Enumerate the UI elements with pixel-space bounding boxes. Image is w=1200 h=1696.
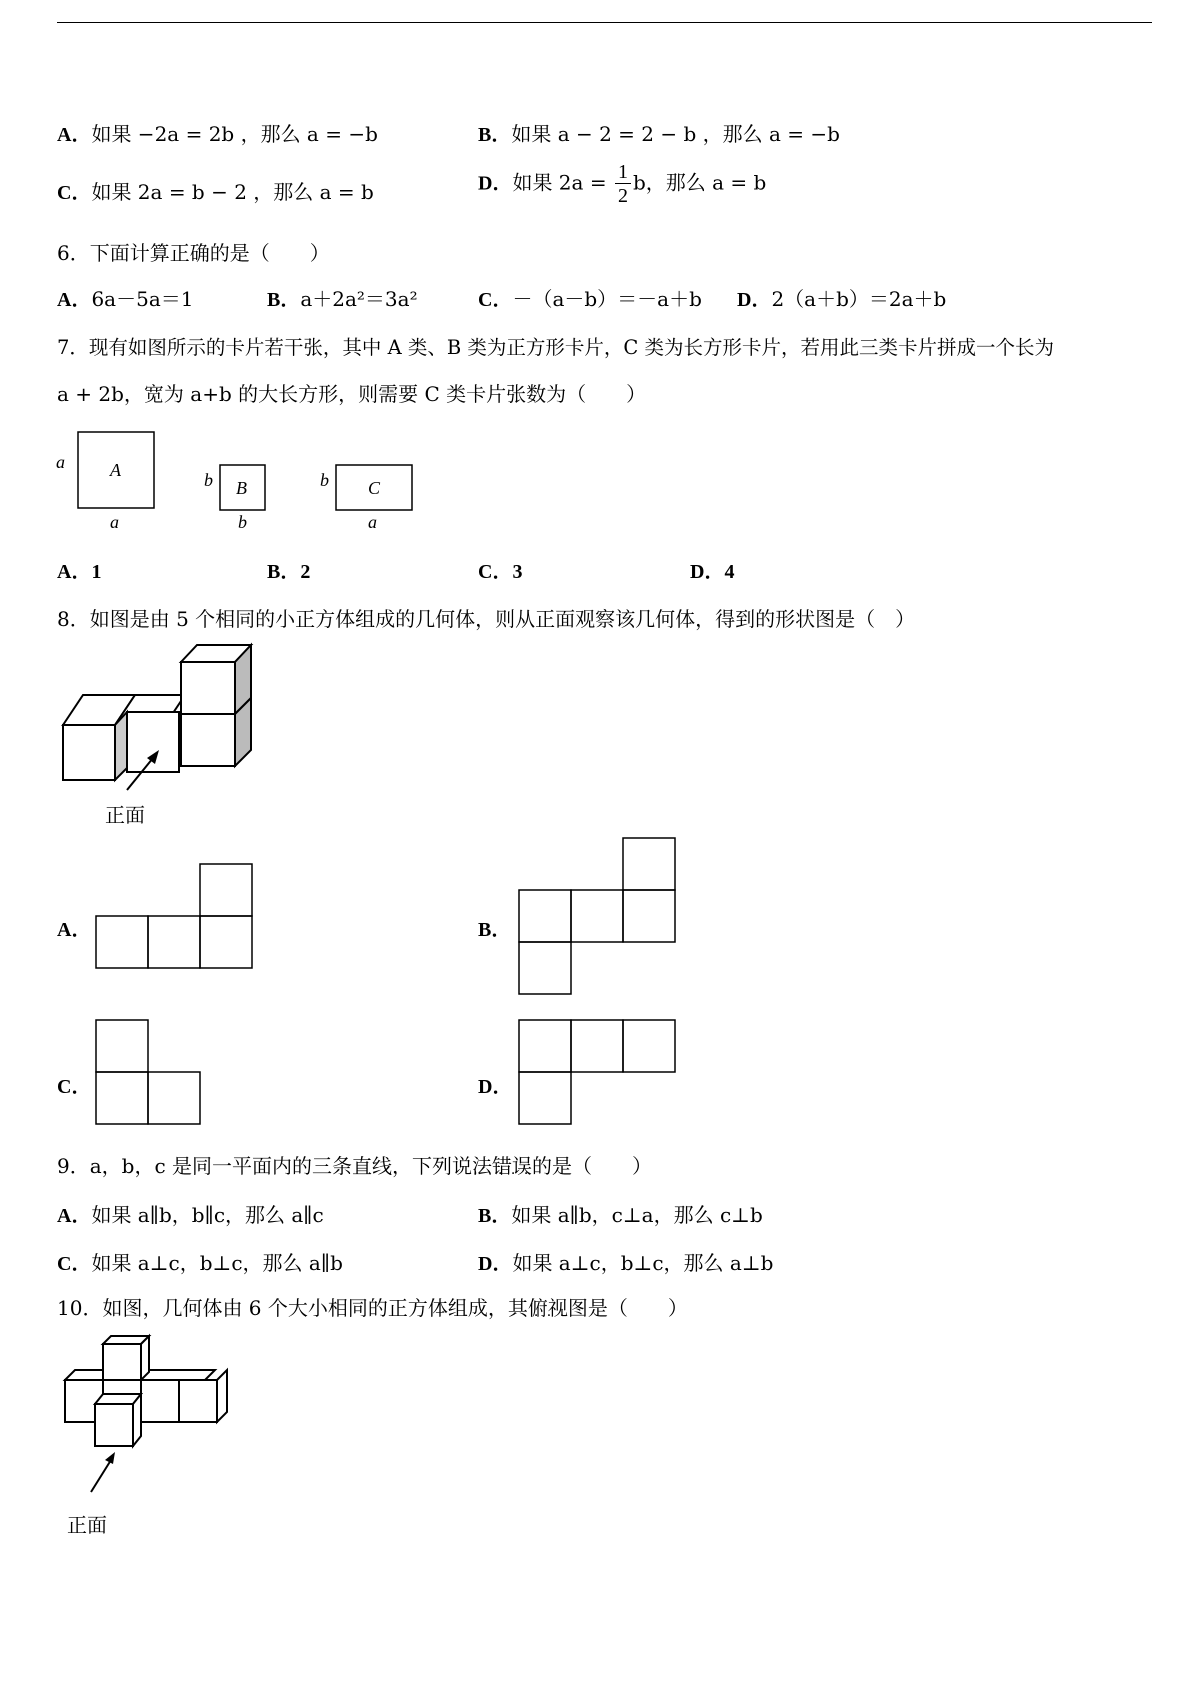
card-b-label: B bbox=[236, 478, 247, 498]
card-c-side: b bbox=[320, 470, 329, 490]
q8-option-d-label[interactable]: D． bbox=[478, 1076, 513, 1098]
q6-stem: 6．下面计算正确的是（ ） bbox=[57, 241, 330, 265]
q8-solid-figure bbox=[55, 640, 255, 830]
card-b-side: b bbox=[204, 470, 213, 490]
q8-option-b-figure[interactable] bbox=[518, 836, 688, 996]
q7-option-c[interactable]: C．3 bbox=[478, 561, 523, 583]
q8-option-d-figure[interactable] bbox=[518, 1018, 688, 1128]
card-b-bottom: b bbox=[238, 512, 247, 532]
fraction: $\frac{1}{2}$ bbox=[615, 162, 631, 206]
header-rule bbox=[57, 22, 1152, 23]
q5-option-b[interactable]: B．如果 a − 2 = 2 − b ，那么 a = −b bbox=[478, 122, 840, 146]
front-label: 正面 bbox=[105, 805, 145, 827]
q7-stem-line2: a + 2b，宽为 a+b 的大长方形，则需要 C 类卡片张数为（ ） bbox=[57, 382, 647, 406]
q6-option-c[interactable]: C．－（a－b）＝－a＋b bbox=[478, 287, 702, 311]
card-c-bottom: a bbox=[368, 512, 377, 532]
q7-option-d[interactable]: D．4 bbox=[690, 561, 735, 583]
card-c-label: C bbox=[368, 478, 381, 498]
front-label-q10: 正面 bbox=[67, 1515, 107, 1537]
q8-stem: 8．如图是由 5 个相同的小正方体组成的几何体，则从正面观察该几何体，得到的形状图是（ ） bbox=[57, 607, 916, 631]
q10-solid-figure bbox=[55, 1332, 255, 1542]
q9-option-a[interactable]: A．如果 a∥b，b∥c，那么 a∥c bbox=[57, 1203, 324, 1227]
q8-option-c-figure[interactable] bbox=[95, 1018, 215, 1128]
q8-option-b-label[interactable]: B． bbox=[478, 919, 512, 941]
emphasis-top-view: 俯视图 · · · bbox=[528, 1292, 588, 1321]
q8-option-c-label[interactable]: C． bbox=[57, 1076, 92, 1098]
q10-stem: 10．如图，几何体由 6 个大小相同的正方体组成，其俯视图 · · ·是（ ） bbox=[57, 1292, 688, 1321]
card-a-bottom: a bbox=[110, 512, 119, 532]
card-a-label: A bbox=[110, 460, 121, 480]
q6-option-d[interactable]: D．2（a＋b）＝2a＋b bbox=[737, 287, 947, 311]
q9-option-c[interactable]: C．如果 a⊥c，b⊥c，那么 a∥b bbox=[57, 1251, 343, 1275]
q9-option-b[interactable]: B．如果 a∥b，c⊥a，那么 c⊥b bbox=[478, 1203, 763, 1227]
q9-stem: 9．a，b，c 是同一平面内的三条直线，下列说法错误 · · ·的是（ ） bbox=[57, 1150, 652, 1179]
q5-option-d[interactable]: D．如果 2a = $\frac{1}{2}$ b，那么 a = b bbox=[478, 161, 767, 207]
card-a-side: a bbox=[56, 452, 65, 472]
emphasis-error: 错误 · · · bbox=[492, 1150, 532, 1179]
q9-option-d[interactable]: D．如果 a⊥c，b⊥c，那么 a⊥b bbox=[478, 1251, 774, 1275]
q8-option-a-figure[interactable] bbox=[95, 862, 265, 972]
q8-option-a-label[interactable]: A． bbox=[57, 919, 92, 941]
q6-option-a[interactable]: A．6a－5a＝1 bbox=[57, 287, 194, 311]
q6-option-b[interactable]: B．a＋2a²＝3a² bbox=[267, 287, 418, 311]
q7-option-b[interactable]: B．2 bbox=[267, 561, 311, 583]
q5-option-a[interactable]: A．如果 −2a = 2b ，那么 a = −b bbox=[57, 122, 378, 146]
q5-option-c[interactable]: C．如果 2a = b − 2 ，那么 a = b bbox=[57, 180, 374, 204]
q7-option-a[interactable]: A．1 bbox=[57, 561, 102, 583]
q7-stem-line1: 7．现有如图所示的卡片若干张，其中 A 类、B 类为正方形卡片，C 类为长方形卡片，若用此三类卡片拼成一个长为 bbox=[57, 336, 1055, 359]
q7-cards-figure bbox=[50, 420, 430, 535]
